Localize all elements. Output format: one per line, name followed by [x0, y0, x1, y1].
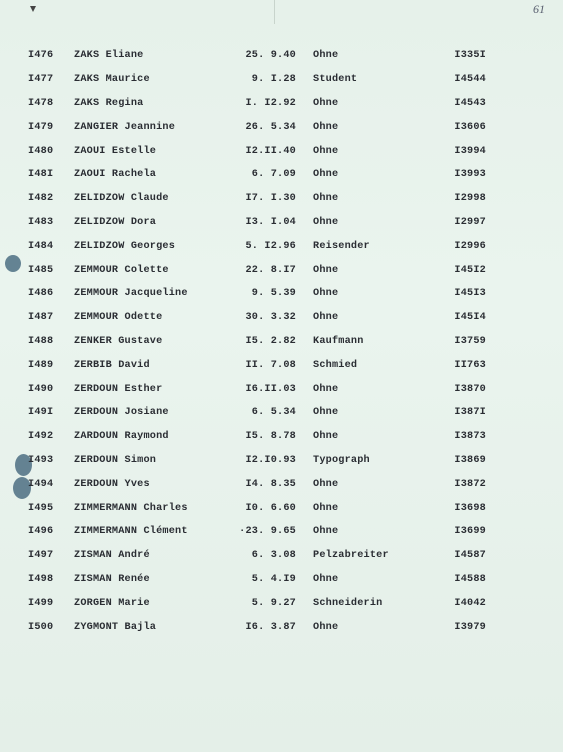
- occupation: Pelzabreiter: [313, 550, 389, 562]
- occupation: Schneiderin: [313, 597, 383, 609]
- record-id: I3699: [454, 526, 486, 538]
- row-number: I499: [28, 597, 54, 609]
- person-name: ZENKER Gustave: [74, 335, 163, 347]
- occupation: Ohne: [313, 288, 339, 300]
- person-name: ZAKS Maurice: [74, 74, 150, 86]
- table-row: [28, 68, 486, 92]
- birth-date: I5. 2.82: [245, 335, 296, 347]
- person-name: ZYGMONT Bajla: [74, 621, 157, 633]
- table-row: [28, 353, 486, 377]
- table-row: [28, 496, 486, 520]
- record-id: I3994: [454, 145, 486, 157]
- punch-hole: [5, 255, 21, 272]
- occupation: Typograph: [313, 454, 370, 466]
- birth-date: I. I2.92: [245, 97, 296, 109]
- person-name: ZIMMERMANN Charles: [74, 502, 188, 514]
- birth-date: 30. 3.32: [245, 312, 296, 324]
- table-row: [28, 472, 486, 496]
- person-name: ZIMMERMANN Clément: [74, 526, 188, 538]
- record-id: I3759: [454, 335, 486, 347]
- table-row: [28, 520, 486, 544]
- table-row: [28, 211, 486, 235]
- row-number: I490: [28, 383, 54, 395]
- occupation: Ohne: [313, 502, 339, 514]
- birth-date: I2.I0.93: [245, 454, 296, 466]
- birth-date: 9. 5.39: [251, 288, 296, 300]
- table-row: [28, 615, 486, 639]
- record-id: I3870: [454, 383, 486, 395]
- occupation: Schmied: [313, 359, 358, 371]
- record-id: I3993: [454, 169, 486, 181]
- birth-date: I4. 8.35: [245, 478, 296, 490]
- record-id: I3869: [454, 454, 486, 466]
- table-row: [28, 44, 486, 68]
- table-row: [28, 163, 486, 187]
- record-id: I3979: [454, 621, 486, 633]
- row-number: I498: [28, 573, 54, 585]
- record-id: I3872: [454, 478, 486, 490]
- table-row: [28, 187, 486, 211]
- person-name: ZAOUI Rachela: [74, 169, 157, 181]
- record-id: II763: [454, 359, 486, 371]
- record-id: I4588: [454, 573, 486, 585]
- table-row: [28, 330, 486, 354]
- table-row: [28, 544, 486, 568]
- record-id: I2997: [454, 216, 486, 228]
- register-body: [28, 44, 486, 639]
- occupation: Kaufmann: [313, 335, 364, 347]
- occupation: Ohne: [313, 573, 339, 585]
- table-row: [28, 591, 486, 615]
- person-name: ZAOUI Estelle: [74, 145, 157, 157]
- row-number: I480: [28, 145, 54, 157]
- birth-date: I6. 3.87: [245, 621, 296, 633]
- row-number: I478: [28, 97, 54, 109]
- person-name: ZAKS Eliane: [74, 50, 144, 62]
- person-name: ZERDOUN Yves: [74, 478, 150, 490]
- row-number: I49I: [28, 407, 54, 419]
- person-name: ZERBIB David: [74, 359, 150, 371]
- row-number: I477: [28, 74, 54, 86]
- occupation: Ohne: [313, 526, 339, 538]
- record-id: I335I: [454, 50, 486, 62]
- birth-date: 22. 8.I7: [245, 264, 296, 276]
- occupation: Ohne: [313, 169, 339, 181]
- occupation: Student: [313, 74, 358, 86]
- corner-mark: [30, 6, 36, 12]
- table-row: [28, 449, 486, 473]
- person-name: ZERDOUN Simon: [74, 454, 157, 466]
- record-id: I4543: [454, 97, 486, 109]
- person-name: ZELIDZOW Claude: [74, 193, 169, 205]
- row-number: I493: [28, 454, 54, 466]
- birth-date: 5. 4.I9: [251, 573, 296, 585]
- occupation: Ohne: [313, 145, 339, 157]
- table-row: [28, 401, 486, 425]
- birth-date: 6. 7.09: [251, 169, 296, 181]
- occupation: Ohne: [313, 478, 339, 490]
- record-id: I387I: [454, 407, 486, 419]
- person-name: ZORGEN Marie: [74, 597, 150, 609]
- table-row: [28, 425, 486, 449]
- person-name: ZISMAN Renée: [74, 573, 150, 585]
- record-id: I3606: [454, 121, 486, 133]
- row-number: I496: [28, 526, 54, 538]
- row-number: I500: [28, 621, 54, 633]
- table-row: [28, 377, 486, 401]
- table-row: [28, 115, 486, 139]
- row-number: I485: [28, 264, 54, 276]
- occupation: Ohne: [313, 312, 339, 324]
- record-id: I4587: [454, 550, 486, 562]
- row-number: I488: [28, 335, 54, 347]
- person-name: ZEMMOUR Odette: [74, 312, 163, 324]
- birth-date: 9. I.28: [251, 74, 296, 86]
- record-id: I3873: [454, 431, 486, 443]
- record-id: I2996: [454, 240, 486, 252]
- table-row: [28, 92, 486, 116]
- birth-date: 25. 9.40: [245, 50, 296, 62]
- occupation: Ohne: [313, 431, 339, 443]
- birth-date: 6. 3.08: [251, 550, 296, 562]
- row-number: I487: [28, 312, 54, 324]
- birth-date: I5. 8.78: [245, 431, 296, 443]
- table-row: [28, 306, 486, 330]
- table-row: [28, 258, 486, 282]
- table-row: [28, 234, 486, 258]
- person-name: ZERDOUN Josiane: [74, 407, 169, 419]
- record-id: I2998: [454, 193, 486, 205]
- person-name: ZISMAN André: [74, 550, 150, 562]
- fold-line: [274, 0, 275, 24]
- row-number: I48I: [28, 169, 54, 181]
- table-row: [28, 282, 486, 306]
- row-number: I482: [28, 193, 54, 205]
- birth-date: ·23. 9.65: [239, 526, 296, 538]
- row-number: I476: [28, 50, 54, 62]
- record-id: I45I4: [454, 312, 486, 324]
- person-name: ZERDOUN Esther: [74, 383, 163, 395]
- register-table: [28, 44, 486, 639]
- birth-date: I6.II.03: [245, 383, 296, 395]
- birth-date: 6. 5.34: [251, 407, 296, 419]
- row-number: I483: [28, 216, 54, 228]
- record-id: I3698: [454, 502, 486, 514]
- table-row: [28, 139, 486, 163]
- person-name: ZEMMOUR Jacqueline: [74, 288, 188, 300]
- occupation: Ohne: [313, 121, 339, 133]
- row-number: I495: [28, 502, 54, 514]
- record-id: I45I2: [454, 264, 486, 276]
- record-id: I4544: [454, 74, 486, 86]
- person-name: ZAKS Regina: [74, 97, 144, 109]
- row-number: I486: [28, 288, 54, 300]
- row-number: I484: [28, 240, 54, 252]
- occupation: Ohne: [313, 97, 339, 109]
- birth-date: 5. 9.27: [251, 597, 296, 609]
- row-number: I492: [28, 431, 54, 443]
- occupation: Ohne: [313, 264, 339, 276]
- record-id: I45I3: [454, 288, 486, 300]
- person-name: ZELIDZOW Georges: [74, 240, 176, 252]
- occupation: Ohne: [313, 193, 339, 205]
- occupation: Ohne: [313, 621, 339, 633]
- occupation: Ohne: [313, 383, 339, 395]
- person-name: ZELIDZOW Dora: [74, 216, 157, 228]
- occupation: Ohne: [313, 407, 339, 419]
- birth-date: I3. I.04: [245, 216, 296, 228]
- birth-date: 26. 5.34: [245, 121, 296, 133]
- record-id: I4042: [454, 597, 486, 609]
- table-row: [28, 568, 486, 592]
- birth-date: I7. I.30: [245, 193, 296, 205]
- row-number: I489: [28, 359, 54, 371]
- occupation: Ohne: [313, 216, 339, 228]
- row-number: I494: [28, 478, 54, 490]
- row-number: I497: [28, 550, 54, 562]
- occupation: Ohne: [313, 50, 339, 62]
- page-number: 61: [533, 2, 545, 16]
- person-name: ZEMMOUR Colette: [74, 264, 169, 276]
- birth-date: I2.II.40: [245, 145, 296, 157]
- occupation: Reisender: [313, 240, 370, 252]
- birth-date: 5. I2.96: [245, 240, 296, 252]
- person-name: ZANGIER Jeannine: [74, 121, 176, 133]
- person-name: ZARDOUN Raymond: [74, 431, 169, 443]
- birth-date: II. 7.08: [245, 359, 296, 371]
- birth-date: I0. 6.60: [245, 502, 296, 514]
- row-number: I479: [28, 121, 54, 133]
